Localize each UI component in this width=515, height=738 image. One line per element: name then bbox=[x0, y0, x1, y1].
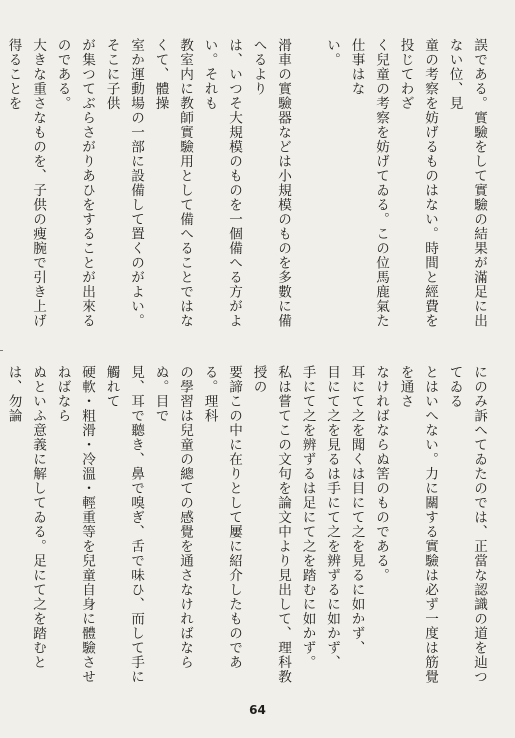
text-line: 室か運動場の一部に設備して置くのがよい。そこに子供 bbox=[103, 38, 144, 328]
text-line: 私は嘗てこの文句を論文中より見出して、理科教授の bbox=[250, 365, 291, 684]
text-line: 硬軟・粗滑・冷溫・輕重等を兒童自身に體驗させねばなら bbox=[54, 365, 95, 684]
text-line: ぬといふ意義に解してゐる。足にて之を踏むとは、勿論 bbox=[5, 365, 46, 670]
text-line: とはいへない。力に關する實驗は必ず一度は筋覺を通さ bbox=[397, 365, 438, 684]
text-line bbox=[0, 38, 1, 338]
text-line: 誤である。實驗をして實驗の結果が滿足に出ない位、見 bbox=[446, 38, 487, 328]
text-line: にのみ訴へてゐたのでは、正當な認識の道を辿つてゐる bbox=[446, 365, 487, 684]
page-number: 64 bbox=[249, 703, 266, 717]
center-divider bbox=[0, 350, 3, 351]
text-line: 滑車の實驗器などは小規模のものを多數に備へるより bbox=[250, 38, 291, 328]
lower-text-block bbox=[5, 365, 491, 690]
upper-text-block bbox=[5, 38, 491, 338]
text-line: 手にて之を辨ずるは足にて之を踏むに如かず。 bbox=[299, 365, 316, 670]
blank-line bbox=[295, 38, 320, 338]
text-line: の學習は兒童の總ての感覺を通さなければならぬ。目で bbox=[152, 365, 193, 670]
text-line: 耳にて之を聞くは目にて之を見るに如かず、 bbox=[348, 365, 365, 655]
text-line: 目にて之を見るは手にて之を辨ずるに如かず、 bbox=[324, 365, 340, 670]
text-line: が集つてぶらさがりあひをすることが出來るのである。 bbox=[54, 38, 95, 328]
text-line bbox=[0, 365, 1, 690]
text-line: 教室内に教師實驗用として備へることではなくて、體操 bbox=[152, 38, 193, 328]
text-line: い。 bbox=[324, 38, 340, 67]
text-line: 見、耳で聽き、鼻で嗅ぎ、舌で味ひ、而して手に觸れて bbox=[103, 365, 144, 684]
text-line: 童の考察を妨げるものはない。時間と經費を投じてわざ bbox=[397, 38, 438, 328]
text-line: 要諦この中に在りとして屢に紹介したものである。理科 bbox=[201, 365, 242, 670]
text-line: 大きな重さなものを、子供の痩腕で引き上げ得ることを bbox=[5, 38, 46, 328]
text-line: く兒童の考察を妨げてゐる。この位馬鹿氣た仕事はな bbox=[348, 38, 389, 328]
text-line: は、いつそ大規模のものを一個備へる方がよい。それも bbox=[201, 38, 242, 328]
text-line: なければならぬ筈のものである。 bbox=[373, 365, 389, 583]
